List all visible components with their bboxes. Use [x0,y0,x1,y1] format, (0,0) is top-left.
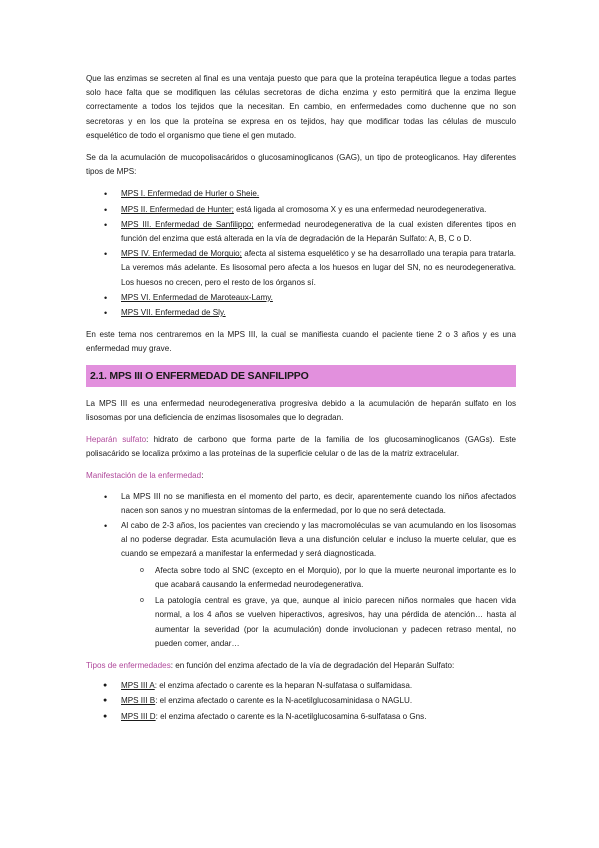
mps-type-title: MPS IV. Enfermedad de Morquio; [121,249,242,259]
mps-type-title: MPS II. Enfermedad de Hunter; [121,204,234,214]
list-item [86,710,516,724]
subtype-title: MPS III B [121,696,156,706]
list-item [86,218,516,246]
list-item [86,519,516,651]
focus-paragraph: En este tema nos centraremos en la MPS III, la cual se manifiesta cuando el paciente tiene 2 o 3 años y es una enfermedad muy grave. [86,330,516,354]
intro-paragraph-2: Se da la acumulación de mucopolisacáridos o glucosaminoglicanos (GAG), un tipo de proteoglicanos. Hay diferentes tipos de MPS: [86,153,516,177]
mps-type-desc: enfermedad neurodegenerativa de la cual existen diferentes tipos en función del enzima que está alterada en la vía de degradación de la Heparán Sulfato: A, B, C o D. [121,219,517,244]
mps-type-title: MPS VI. Enfermedad de Maroteaux-Lamy. [121,292,273,302]
section-paragraph-1: La MPS III es una enfermedad neurodegenerativa progresiva debido a la acumulación de heparán sulfato en los lisosomas por una deficiencia de enzimas lisosomales que lo degradan. [86,398,516,422]
subtype-title: MPS III A [121,681,155,691]
types-text: : en función del enzima afectado de la vía de degradación del Heparán Sulfato: [170,660,455,670]
manifest-colon: : [201,471,204,481]
heparan-text: : hidrato de carbono que forma parte de la familia de los glucosaminoglicanos (GAGs). Este polisacárido se localiza próximo a las proteínas de la superficie celular o de las de la matriz extracelular. [86,435,516,459]
subtype-desc: : el enzima afectado o carente es la heparan N-sulfatasa o sulfamidasa. [154,681,413,691]
list-item [86,203,516,217]
section-heading: 2.1. MPS III O ENFERMEDAD DE SANFILIPPO [86,365,516,387]
heparan-paragraph [86,433,516,461]
list-item [86,291,516,305]
list-item [86,306,516,320]
types-heading [86,659,516,673]
list-item [121,564,516,592]
manifest-list [86,490,516,651]
subtype-title: MPS III D [121,711,156,721]
subtypes-list [86,679,516,724]
mps-type-desc: está ligada al cromosoma X y es una enfermedad neurodegenerativa. [233,204,487,214]
manifest-item-text: Al cabo de 2-3 años, los pacientes van creciendo y las macromoléculas se van acumulando en los lisosomas al no poderse degradar. Esta acumulación lleva a una disfunción celular e incluso la muerte celular, que es cuando se empezará a manifestar la enfermedad y será diagnosticada. [121,521,516,559]
manifest-label: Manifestación de la enfermedad [86,471,202,481]
manifest-sublist [121,564,516,651]
page-content [86,72,516,732]
list-item [86,679,516,693]
list-item [86,247,516,290]
list-item [86,490,516,518]
mps-types-list [86,187,516,320]
types-label: Tipos de enfermedades [86,660,171,670]
mps-type-title: MPS VII. Enfermedad de Sly. [121,308,226,318]
manifest-heading [86,469,516,483]
manifest-item-text: La MPS III no se manifiesta en el momento del parto, es decir, aparentemente cuando los niños afectados nacen son sanos y no muestran síntomas de la enfermedad, por lo que no será detectada. [121,491,516,515]
list-item [121,594,516,651]
heparan-label: Heparán sulfato [86,435,147,445]
subtype-desc: : el enzima afectado o carente es la N-acetilglucosaminidasa o NAGLU. [155,696,413,706]
list-item [86,187,516,201]
mps-type-title: MPS III. Enfermedad de Sanfilippo; [121,219,254,229]
mps-type-title: MPS I. Enfermedad de Hurler o Sheie. [121,189,260,199]
intro-paragraph-1: Que las enzimas se secreten al final es una ventaja puesto que para que la proteína terapéutica llegue a todas partes solo hace falta que se modifiquen las células secretoras de dicha enzima y esto permitirá que la enzima llegue correctamente a todos los tejidos que la necesitan. En cambio, en enfermedades como duchenne que no son secretoras y en los que la proteína se expresa en os tejidos, hay que modificar todas las células de musculo esquelético de todo el organismo que tiene el gen mutado. [86,74,516,140]
list-item [86,694,516,708]
mps-type-desc: afecta al sistema esquelético y se ha desarrollado una terapia para tratarla. La veremos más adelante. Es lisosomal pero afecta a los huesos en lugar del SN, no es neurodegenerativa. Los huesos no crecen, pero el resto de los órganos sí. [121,249,516,287]
subtype-desc: : el enzima afectado o carente es la N-acetilglucosamina 6-sulfatasa o Gns. [155,711,427,721]
manifest-subitem-text: Afecta sobre todo al SNC (excepto en el Morquio), por lo que la muerte neuronal importante es lo que acabará causando la enfermedad neurodegenerativa. [155,565,516,589]
manifest-subitem-text: La patología central es grave, ya que, aunque al inicio parecen niños normales que hacen vida normal, a los 4 años se vuelven hiperactivos, agresivos, hay una pérdida de atención… hasta al aumentar la severidad (por la acumulación) donde involucionan y padecen retraso mental, no pueden comer, andar… [155,596,516,648]
